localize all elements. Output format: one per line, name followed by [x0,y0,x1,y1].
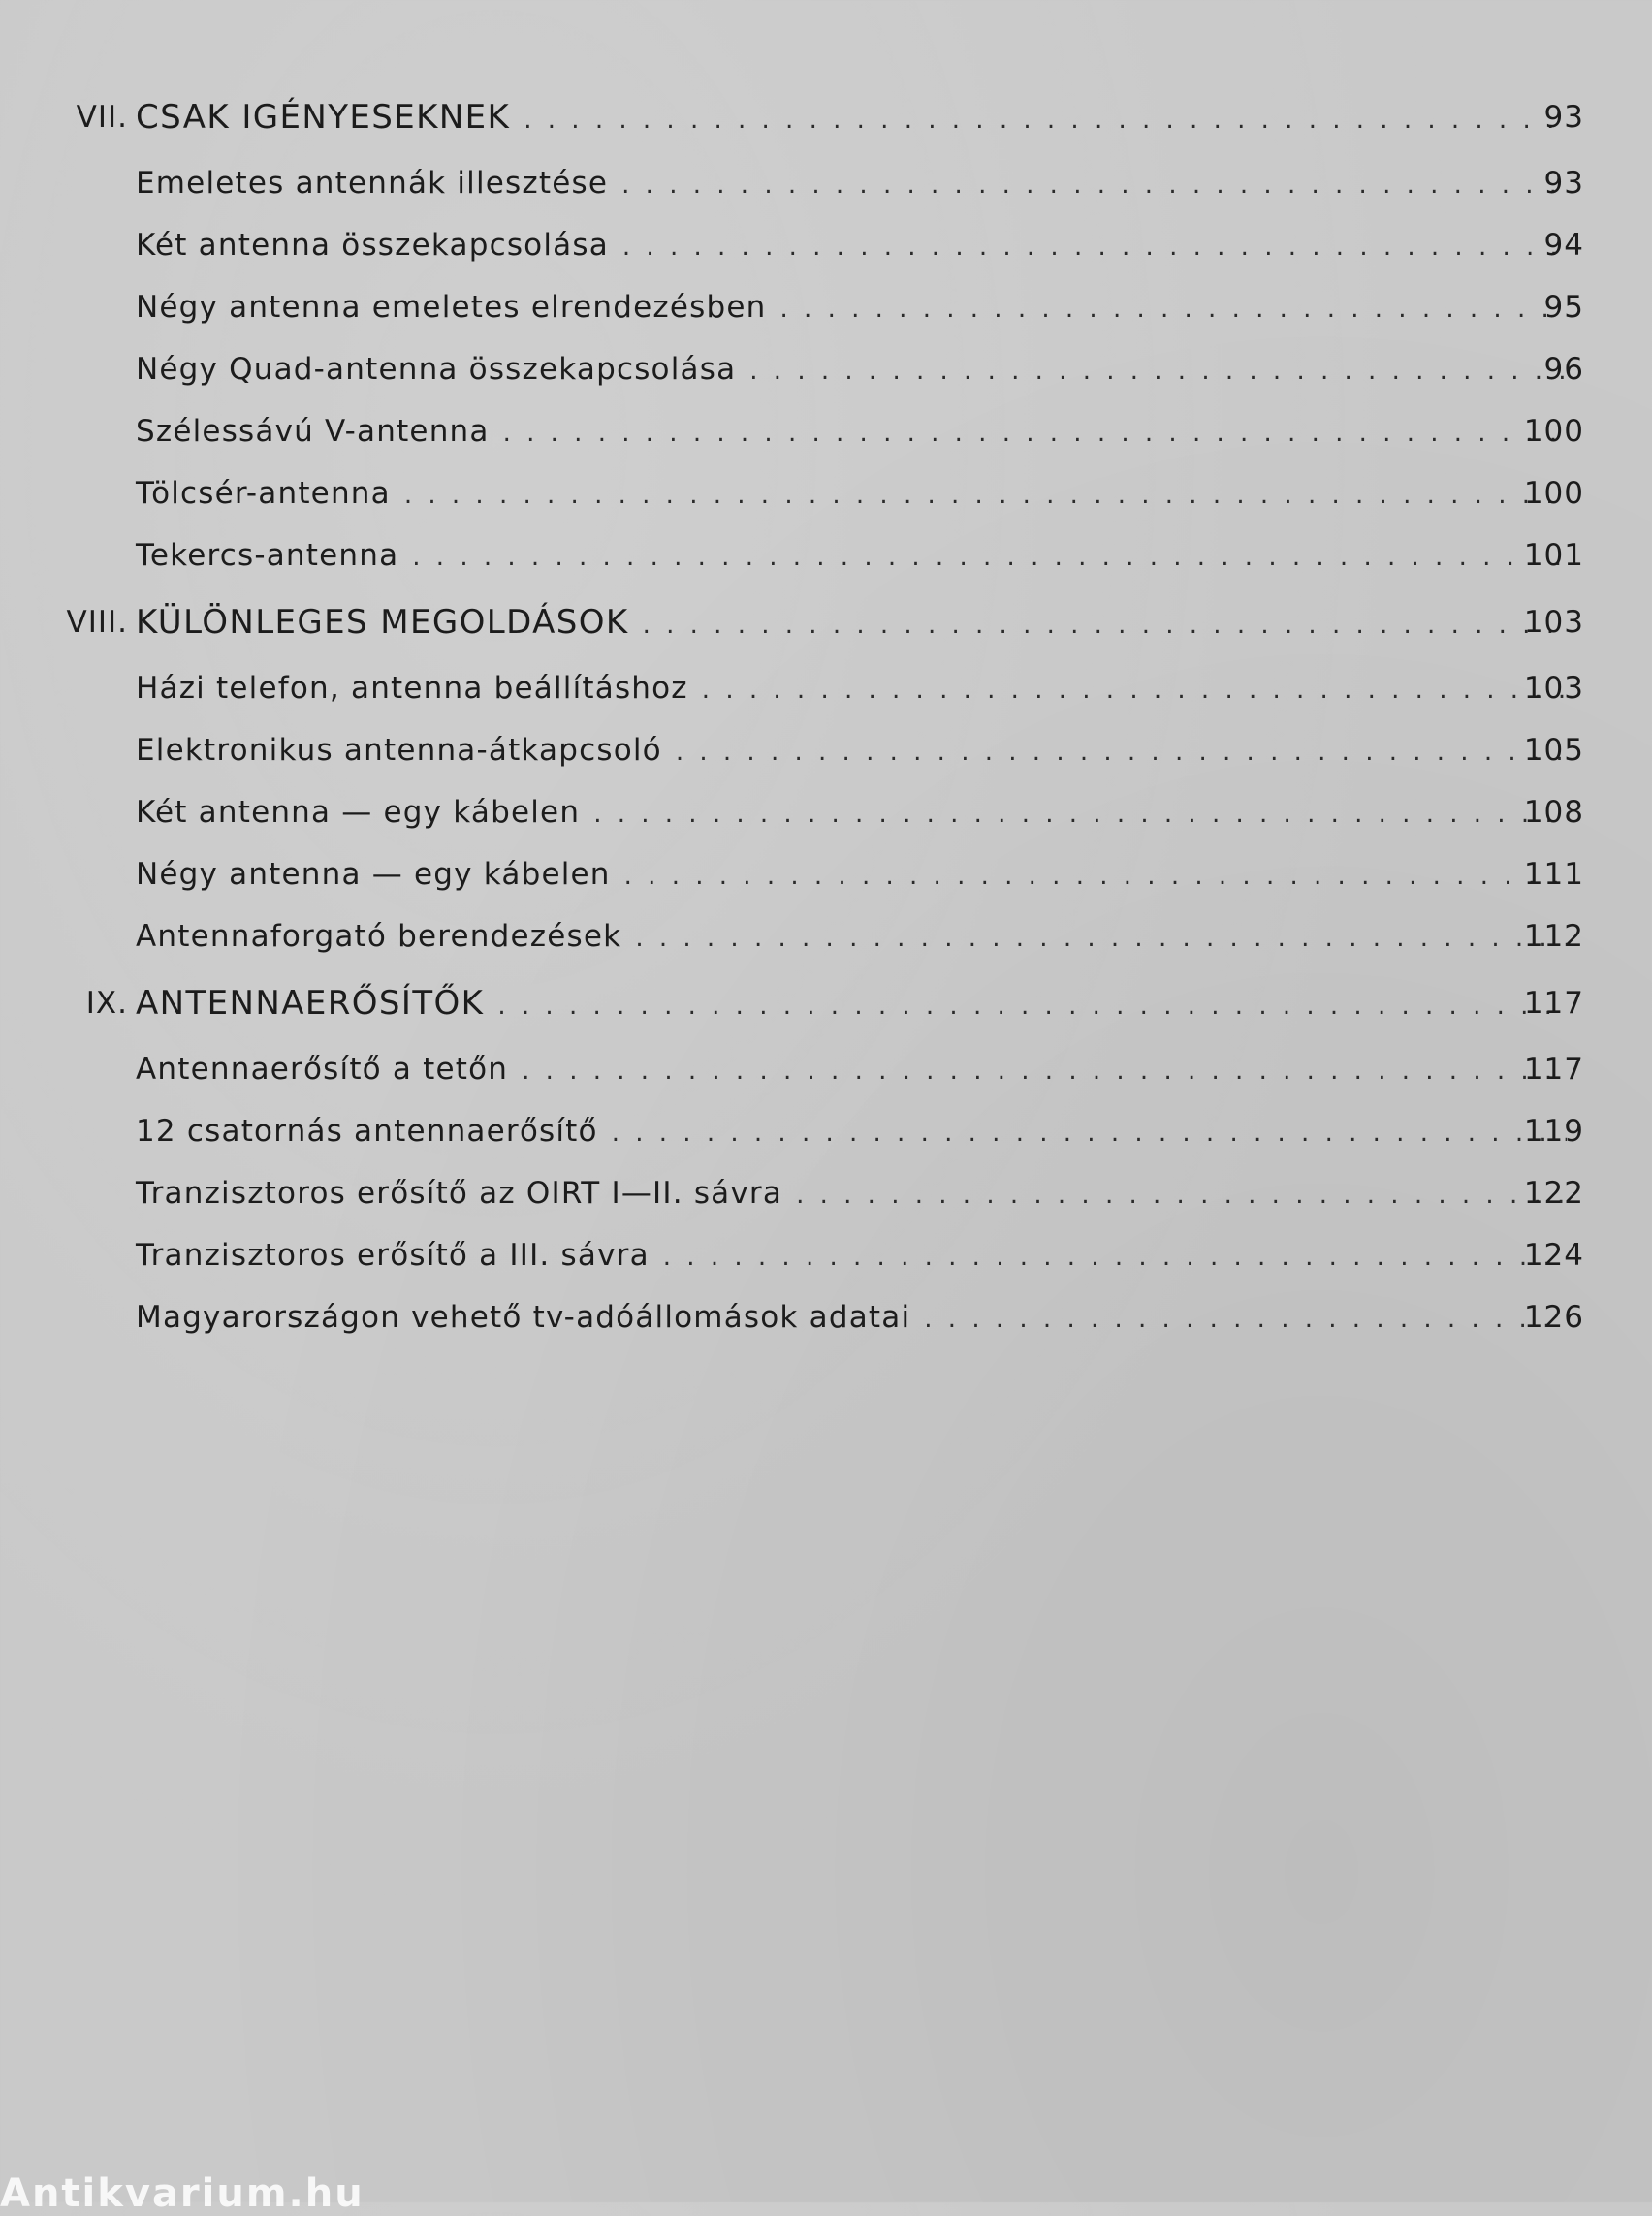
dot-leader [663,1243,1567,1272]
entry-title: Tekercs-antenna [136,538,399,573]
toc-entry [0,719,1652,781]
chapter-number: VIII. [66,604,128,640]
page-number: 94 [1543,228,1584,263]
dot-leader [412,543,1567,572]
dot-leader [522,1057,1567,1086]
page-number: 93 [1543,166,1584,201]
page-number: 103 [1523,671,1584,706]
page-number: 95 [1543,290,1584,325]
entry-title: Négy Quad-antenna összekapcsolása [136,352,737,387]
toc-entry [0,1038,1652,1100]
page-number: 108 [1523,795,1584,830]
dot-leader [524,106,1567,135]
entry-title: Szélessávú V-antenna [136,414,490,449]
page-number: 100 [1523,414,1584,449]
dot-leader [676,738,1567,767]
page-number: 117 [1523,1052,1584,1087]
entry-title: Elektronikus antenna-átkapcsoló [136,733,662,768]
toc-entry [0,524,1652,586]
toc-entry [0,1224,1652,1286]
page-number: 117 [1523,985,1584,1021]
watermark: Antikvarium.hu [0,2171,365,2216]
dot-leader [404,481,1567,510]
dot-leader [749,357,1567,386]
entry-title: Két antenna összekapcsolása [136,228,609,263]
dot-leader [497,992,1567,1021]
dot-leader [780,295,1567,324]
dot-leader [924,1305,1567,1334]
toc-chapter-8 [0,586,1652,657]
chapter-title: KÜLÖNLEGES MEGOLDÁSOK [136,602,629,642]
page-number: 101 [1523,538,1584,573]
entry-title: Tranzisztoros erősítő a III. sávra [136,1238,650,1273]
toc-entry [0,462,1652,524]
entry-title: Két antenna — egy kábelen [136,795,581,830]
page-number: 119 [1523,1114,1584,1149]
toc-entry [0,400,1652,462]
table-of-contents [0,81,1652,1348]
page-number: 96 [1543,352,1584,387]
page-number: 100 [1523,476,1584,511]
toc-entry [0,1100,1652,1162]
entry-title: Tranzisztoros erősítő az OIRT I—II. sávra [136,1176,783,1211]
entry-title: Antennaerősítő a tetőn [136,1052,509,1087]
dot-leader [643,611,1567,640]
toc-entry [0,781,1652,843]
dot-leader [503,419,1567,448]
dot-leader [702,676,1567,705]
entry-title: Magyarországon vehető tv-adóállomások adatai [136,1300,911,1335]
toc-entry [0,214,1652,276]
page-number: 111 [1523,857,1584,892]
entry-title: Házi telefon, antenna beállításhoz [136,671,688,706]
entry-title: Emeletes antennák illesztése [136,166,609,201]
chapter-number: IX. [85,985,128,1021]
dot-leader [796,1181,1567,1210]
toc-entry [0,905,1652,967]
chapter-title: ANTENNAERŐSÍTŐK [136,983,485,1023]
toc-entry [0,657,1652,719]
page-number: 103 [1523,604,1584,640]
page-number: 126 [1523,1300,1584,1335]
page-number: 124 [1523,1238,1584,1273]
entry-title: Tölcsér-antenna [136,476,391,511]
page-number: 122 [1523,1176,1584,1211]
page-number: 105 [1523,733,1584,768]
toc-chapter-7 [0,81,1652,152]
entry-title: Négy antenna emeletes elrendezésben [136,290,767,325]
chapter-number: VII. [76,99,128,135]
dot-leader [622,233,1567,262]
entry-title: 12 csatornás antennaerősítő [136,1114,598,1149]
toc-entry [0,843,1652,905]
toc-entry [0,1286,1652,1348]
dot-leader [624,862,1567,891]
toc-entry [0,1162,1652,1224]
dot-leader [612,1119,1567,1148]
dot-leader [621,171,1567,200]
page-number: 112 [1523,919,1584,954]
entry-title: Antennaforgató berendezések [136,919,622,954]
toc-entry [0,338,1652,400]
entry-title: Négy antenna — egy kábelen [136,857,611,892]
dot-leader [593,800,1567,829]
toc-entry [0,152,1652,214]
toc-chapter-9 [0,967,1652,1038]
dot-leader [635,924,1567,953]
chapter-title: CSAK IGÉNYESEKNEK [136,97,511,137]
page-number: 93 [1543,99,1584,135]
toc-entry [0,276,1652,338]
